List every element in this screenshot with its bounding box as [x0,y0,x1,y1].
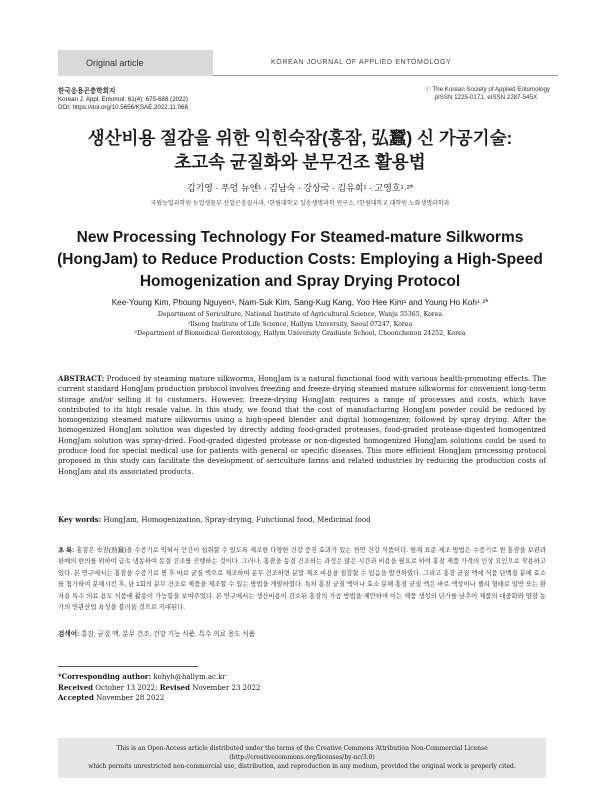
issn-line: pISSN 1225-0171, eISSN 2287-545X [434,94,538,101]
abstract-korean [58,545,546,613]
keywords-text: HongJam, Homogenization, Spray-drying, Functional food, Medicinal food [103,515,371,524]
abstract-label: ABSTRACT: [58,374,105,383]
header-bar [58,50,558,76]
accepted-line [58,693,260,704]
abstract-english [58,374,546,477]
license-box [58,738,546,778]
received-revised-line [58,683,260,694]
affiliations-korean: 국립농업과학원 농업생물부 산업곤충질사과, ¹한림대학교 일송생명과학 연구소, ²한림대학교 대학원 노화생명과학과 [150,201,450,207]
abstract-korean-label: 초 록: [58,547,75,554]
footnote-block [58,672,260,704]
title-korean [0,126,600,174]
keywords-korean [58,628,546,638]
abstract-text: Produced by steaming mature silkworms, HongJam is a natural functional food with various health-promoting effects. The current standard HongJam production protocol involves freezing and freeze-drying steamed mature silkworms for convenient long-term storage and/or selling it to customers. However, freeze-drying HongJam requires a range of processes and costs, which have contributed to its high resale value. In this study, we found that the cost of manufacturing HongJam powder could be reduced by homogenizing steamed mature silkworms using a high-speed blender and digital homogenizer, followed by spray drying. After the homogenized HongJam solution was digested by directly adding food-graded proteases, food-graded protease-digested homogenized HongJam solution was spray-dried. Food-graded digested protease or non-digested homogenized HongJam solutions could be used to produce food for special medical use for patients with general or specific diseases. This more efficient HongJam processing protocol proposed in this study can facilitate the development of sericulture farms and related industries by reducing the production costs of HongJam and its associated products. [58,374,546,476]
journal-citation: Korean J. Appl. Entomol. 61(4): 675-688 (2022) [58,96,189,103]
revised-label: Revised [159,682,191,692]
abstract-korean-text: 홍잠은 숙잠(熟蠶)을 수증기로 익혀서 인간이 섭취할 수 있도록 제조한 다양한 건강 증진 효과가 있는 천연 건강 식품이다. 현재 표준 제조 방법은 수증기로 찐 홍잠을 보관과 판매의 편의를 위하여 급속 냉동하여 동결 건조를 진행하는 것이다. 그러나, 홍잠을 동결 건조하는 과정은 많은 시간과 비용을 필요로 하여 홍잠 제품 가격의 인상 요인으로 작용하고 있다. 본 연구에서는 홍잠을 수증기로 찐 후 바로 균질 액으로 제조하여 분무 건조하면 분말 제조 비용을 절감할 수 있음을 발견하였다. 그리고 홍잠 균질 액에 식품 단백질 분해 효소를 첨가하여 분해시킨 후, 단 1회의 분무 건조로 제품을 제조할 수 있는 방법을 개발하였다. 특히 홍잠 균질 액이나 효소 분해 홍잠 균질 액은 바로 액상이나 젤리 형태로 일반 또는 환자용 특수 의료 용도 식품에 활용이 가능함을 보여주었다. 본 연구에서는 생산비용이 감소된 홍잠의 가공 방법을 제안하며 이는 제품 생성의 단가를 낮추어 제품의 대중화와 양잠 농가의 연관산업 육성을 불러올 것으로 기대된다. [58,547,547,612]
title-english: New Processing Technology For Steamed-mature Silkworms (HongJam) to Reduce Production Costs: Employing a High-Speed Homogenization and Spray Drying Protocol [57,229,543,290]
article-type-tab: Original article [58,50,213,76]
accepted-date: November 28 2022 [96,694,165,702]
keywords-korean-label: 검색어: [58,631,80,638]
title-korean-line1: 생산비용 절감을 위한 익힌숙잠(홍잠, 弘蠶) 신 가공기술: [87,128,513,148]
corresponding-author [58,672,260,683]
affiliations-english [0,310,600,339]
license-line-2: which permits unrestricted non-commercial use, distribution, and reproduction in any medium, provided the original work is properly cited. [88,763,516,770]
authors-korean: 김기영 · 푸엉 뉴엔¹ · 김남숙 · 강상국 · 김유희¹ · 고영호¹˒²* [186,183,414,193]
citation-block [58,88,188,112]
received-label: Received [58,682,94,692]
authors-english: Kee-Young Kim, Phoung Nguyen¹, Nam-Suk Kim, Sang-Kug Kang, Yoo Hee Kim¹ and Young Ho Koh¹˒²* [111,298,489,307]
license-line-1: This is an Open-Access article distributed under the terms of the Creative Commons Attribution Non-Commercial License (http://creativecommons.org/licenses/by-nc/3.0) [116,745,488,761]
affiliation-2: ¹Ilsong Institute of Life Science, Hallym University, Seoul 07247, Korea [187,320,413,328]
affiliation-1: Department of Sericulture, National Institute of Agricultural Science, Wanju 55365, Korea [157,311,443,318]
keywords-korean-text: 홍잠, 균질 액, 분무 건조, 건강 기능 식품, 특수 의료 용도 식품 [81,631,256,638]
revised-date: November 23 2022 [192,683,261,692]
doi-link[interactable]: DOI: https://doi.org/10.5656/KSAE.2022.11.068 [58,104,188,111]
received-date: October 13 2022; [95,683,158,692]
corresponding-email[interactable]: kohyh@hallym.ac.kr [153,673,226,681]
keywords-label: Key words: [58,515,102,524]
title-korean-line2: 초고속 균질화와 분무건조 활용법 [174,152,426,172]
society-block [425,86,550,102]
affiliation-3: ²Department of Biomedical Gerontology, Hallym University Graduate School, Choonchenon 24252, Korea [134,330,466,338]
footnote-divider [58,666,198,667]
journal-banner: KOREAN JOURNAL OF APPLIED ENTOMOLOGY [213,50,558,76]
keywords-english [58,515,546,524]
corresponding-label: *Corresponding author: [58,672,152,681]
copyright-line: ⓒ The Korean Society of Applied Entomology [424,86,550,93]
accepted-label: Accepted [58,693,94,702]
journal-name-ko: 한국응용곤충학회지 [58,88,116,95]
